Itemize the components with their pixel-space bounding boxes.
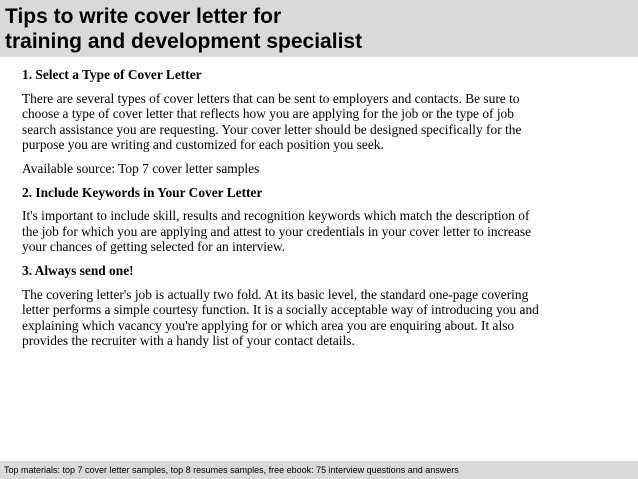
title-line: Tips to write cover letter for <box>5 5 282 28</box>
section-paragraph <box>22 208 622 255</box>
paragraph-line: explaining which vacancy you're applying for or which area you are enquiring about. It also <box>22 317 515 333</box>
paragraph-line: There are several types of cover letters that can be sent to employers and contacts. Be sure to <box>22 90 520 106</box>
source-note: Available source: Top 7 cover letter samples <box>22 160 260 176</box>
title-bar <box>0 0 638 57</box>
paragraph-line: The covering letter's job is actually two fold. At its basic level, the standard one-page covering <box>22 286 529 302</box>
page-title <box>5 4 633 54</box>
paragraph-line: provides the recruiter with a handy list of your contact details. <box>22 333 355 349</box>
section-paragraph <box>22 91 622 153</box>
footer-bar <box>0 461 638 479</box>
section-heading: 1. Select a Type of Cover Letter <box>22 67 202 82</box>
paragraph-line: choose a type of cover letter that reflects how you are applying for the job or the type of job <box>22 106 514 122</box>
paragraph-line: the job for which you are applying and attest to your credentials in your cover letter to increase <box>22 223 532 239</box>
section-heading: 3. Always send one! <box>22 262 134 278</box>
document-body <box>22 67 622 349</box>
section-paragraph <box>22 287 622 349</box>
paragraph-line: search assistance you are requesting. Your cover letter should be designed specifically for the <box>22 121 522 137</box>
footer-text: Top materials: top 7 cover letter samples, top 8 resumes samples, free ebook: 75 interview questions and answers <box>4 465 459 475</box>
title-line: training and development specialist <box>5 30 363 53</box>
paragraph-line: your chances of getting selected for an interview. <box>22 239 286 255</box>
section-heading: 2. Include Keywords in Your Cover Letter <box>22 184 263 200</box>
paragraph-line: It's important to include skill, results and recognition keywords which match the description of <box>22 208 530 224</box>
paragraph-line: letter performs a simple courtesy function. It is a socially acceptable way of introducing you and <box>22 302 539 318</box>
paragraph-line: purpose you are writing and customized for each position you seek. <box>22 137 384 153</box>
